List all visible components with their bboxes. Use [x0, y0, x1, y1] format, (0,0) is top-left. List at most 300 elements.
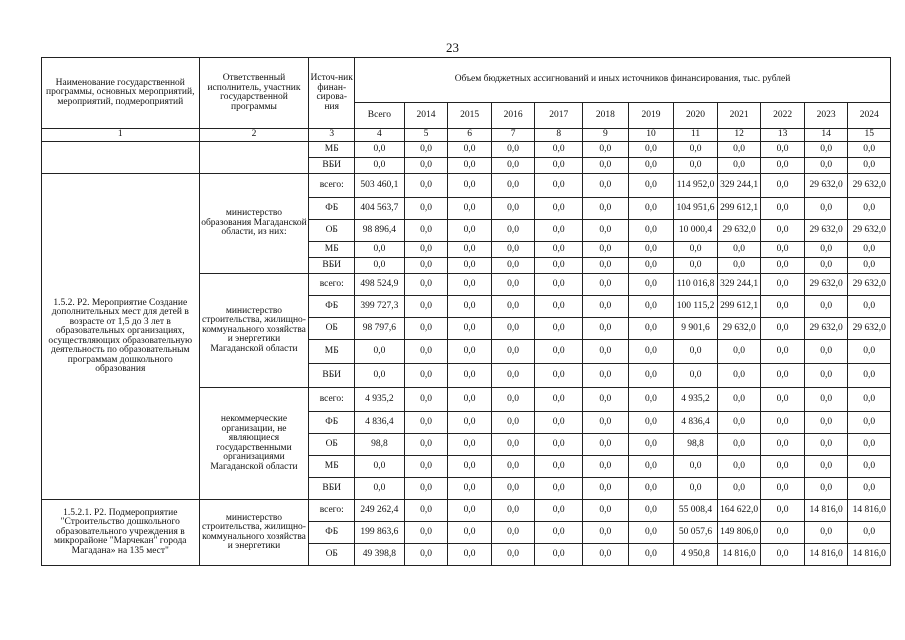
value-cell: 0,0 [448, 522, 492, 544]
value-cell: 0,0 [491, 478, 535, 500]
value-cell: 0,0 [848, 456, 891, 478]
program-name-cell: 1.5.2.1. Р2. Подмероприятие "Строительство дошкольного образовательного учреждения в микрорайоне "Марчекан" города Магадана» на 135 мест" [42, 500, 200, 566]
value-cell: 0,0 [848, 388, 891, 412]
value-cell: 0,0 [761, 174, 805, 198]
source-cell: всего: [309, 388, 355, 412]
total-cell: 0,0 [355, 258, 405, 274]
value-cell: 0,0 [804, 142, 848, 158]
executor-cell: министерство строительства, жилищно-коммунального хозяйства и энергетики [199, 500, 309, 566]
value-cell: 0,0 [448, 158, 492, 174]
value-cell: 0,0 [404, 296, 448, 318]
value-cell: 0,0 [404, 258, 448, 274]
column-number: 5 [404, 129, 448, 142]
value-cell: 0,0 [535, 412, 583, 434]
value-cell: 0,0 [535, 258, 583, 274]
value-cell: 0,0 [583, 388, 629, 412]
value-cell: 98,8 [674, 434, 718, 456]
value-cell: 0,0 [628, 340, 674, 364]
column-number: 7 [491, 129, 535, 142]
value-cell: 0,0 [448, 434, 492, 456]
value-cell: 0,0 [848, 258, 891, 274]
header-year: 2018 [583, 103, 629, 129]
value-cell: 0,0 [804, 364, 848, 388]
value-cell: 329 244,1 [717, 274, 761, 296]
value-cell: 0,0 [535, 296, 583, 318]
header-year: 2014 [404, 103, 448, 129]
header-year: 2024 [848, 103, 891, 129]
value-cell: 104 951,6 [674, 198, 718, 220]
value-cell: 0,0 [674, 478, 718, 500]
source-cell: ВБИ [309, 364, 355, 388]
value-cell: 0,0 [491, 388, 535, 412]
source-cell: ОБ [309, 544, 355, 566]
value-cell: 29 632,0 [848, 274, 891, 296]
value-cell: 0,0 [404, 318, 448, 340]
value-cell: 0,0 [848, 364, 891, 388]
value-cell: 0,0 [761, 500, 805, 522]
total-cell: 0,0 [355, 478, 405, 500]
value-cell: 0,0 [717, 364, 761, 388]
value-cell: 0,0 [448, 220, 492, 242]
value-cell: 0,0 [804, 242, 848, 258]
value-cell: 0,0 [404, 242, 448, 258]
value-cell: 0,0 [404, 220, 448, 242]
value-cell: 0,0 [804, 412, 848, 434]
value-cell: 0,0 [491, 142, 535, 158]
value-cell: 0,0 [848, 158, 891, 174]
value-cell: 0,0 [404, 478, 448, 500]
value-cell: 0,0 [491, 174, 535, 198]
value-cell: 110 016,8 [674, 274, 718, 296]
value-cell: 0,0 [448, 388, 492, 412]
column-number: 6 [448, 129, 492, 142]
total-cell: 98 797,6 [355, 318, 405, 340]
value-cell: 0,0 [535, 522, 583, 544]
budget-table [41, 57, 891, 566]
header-year: 2021 [717, 103, 761, 129]
value-cell: 0,0 [761, 388, 805, 412]
value-cell: 29 632,0 [804, 220, 848, 242]
value-cell: 0,0 [448, 412, 492, 434]
source-cell: всего: [309, 274, 355, 296]
value-cell: 0,0 [583, 340, 629, 364]
value-cell: 0,0 [535, 318, 583, 340]
source-cell: ОБ [309, 318, 355, 340]
value-cell: 0,0 [628, 158, 674, 174]
value-cell: 0,0 [804, 198, 848, 220]
value-cell: 29 632,0 [848, 220, 891, 242]
value-cell: 0,0 [448, 142, 492, 158]
value-cell: 0,0 [848, 142, 891, 158]
value-cell: 0,0 [491, 220, 535, 242]
header-budget: Объем бюджетных ассигнований и иных источников финансирования, тыс. рублей [355, 58, 891, 103]
value-cell: 0,0 [804, 340, 848, 364]
value-cell: 0,0 [717, 142, 761, 158]
value-cell: 0,0 [583, 220, 629, 242]
value-cell: 0,0 [761, 522, 805, 544]
value-cell: 0,0 [583, 478, 629, 500]
value-cell: 14 816,0 [804, 500, 848, 522]
value-cell: 0,0 [717, 388, 761, 412]
source-cell: ВБИ [309, 158, 355, 174]
column-number: 14 [804, 129, 848, 142]
value-cell: 0,0 [535, 456, 583, 478]
value-cell: 0,0 [535, 478, 583, 500]
value-cell: 0,0 [761, 364, 805, 388]
value-cell: 0,0 [628, 412, 674, 434]
total-cell: 98,8 [355, 434, 405, 456]
source-cell: ФБ [309, 522, 355, 544]
source-cell: ОБ [309, 434, 355, 456]
value-cell: 0,0 [404, 456, 448, 478]
value-cell: 0,0 [761, 274, 805, 296]
value-cell: 0,0 [717, 434, 761, 456]
value-cell: 0,0 [404, 434, 448, 456]
value-cell: 0,0 [491, 522, 535, 544]
total-cell: 0,0 [355, 456, 405, 478]
column-number: 12 [717, 129, 761, 142]
column-number: 3 [309, 129, 355, 142]
header-year: 2023 [804, 103, 848, 129]
value-cell: 0,0 [535, 174, 583, 198]
executor-cell: министерство образования Магаданской области, из них: [199, 174, 309, 274]
value-cell: 0,0 [448, 174, 492, 198]
value-cell: 0,0 [535, 158, 583, 174]
value-cell: 0,0 [761, 158, 805, 174]
source-cell: всего: [309, 500, 355, 522]
value-cell: 0,0 [628, 258, 674, 274]
value-cell: 164 622,0 [717, 500, 761, 522]
table-row [42, 174, 891, 198]
value-cell: 0,0 [674, 258, 718, 274]
value-cell: 0,0 [583, 412, 629, 434]
value-cell: 0,0 [535, 220, 583, 242]
value-cell: 299 612,1 [717, 296, 761, 318]
source-cell: ВБИ [309, 258, 355, 274]
value-cell: 10 000,4 [674, 220, 718, 242]
source-cell: всего: [309, 174, 355, 198]
value-cell: 14 816,0 [717, 544, 761, 566]
value-cell: 0,0 [717, 456, 761, 478]
value-cell: 0,0 [535, 544, 583, 566]
header-year: 2015 [448, 103, 492, 129]
value-cell: 0,0 [628, 220, 674, 242]
value-cell: 0,0 [848, 198, 891, 220]
value-cell: 0,0 [583, 258, 629, 274]
total-cell: 498 524,9 [355, 274, 405, 296]
value-cell: 0,0 [717, 242, 761, 258]
value-cell: 149 806,0 [717, 522, 761, 544]
column-number: 4 [355, 129, 405, 142]
value-cell: 0,0 [583, 456, 629, 478]
value-cell: 0,0 [674, 142, 718, 158]
value-cell: 0,0 [404, 142, 448, 158]
value-cell: 0,0 [535, 198, 583, 220]
value-cell: 0,0 [491, 296, 535, 318]
value-cell: 0,0 [448, 296, 492, 318]
value-cell: 0,0 [804, 434, 848, 456]
executor-cell: некоммерческие организации, не являющиеся государственными организациями Магаданской области [199, 388, 309, 500]
value-cell: 0,0 [761, 198, 805, 220]
value-cell: 0,0 [583, 500, 629, 522]
value-cell: 0,0 [404, 364, 448, 388]
value-cell: 0,0 [404, 500, 448, 522]
executor-cell: министерство строительства, жилищно-коммунального хозяйства и энергетики Магаданской области [199, 274, 309, 388]
value-cell: 0,0 [491, 434, 535, 456]
column-number: 11 [674, 129, 718, 142]
source-cell: МБ [309, 242, 355, 258]
value-cell: 0,0 [848, 412, 891, 434]
value-cell: 114 952,0 [674, 174, 718, 198]
value-cell: 0,0 [628, 478, 674, 500]
value-cell: 0,0 [535, 434, 583, 456]
value-cell: 0,0 [628, 198, 674, 220]
value-cell: 0,0 [628, 242, 674, 258]
value-cell: 0,0 [804, 258, 848, 274]
value-cell: 0,0 [491, 500, 535, 522]
column-number: 13 [761, 129, 805, 142]
value-cell: 0,0 [535, 242, 583, 258]
value-cell: 0,0 [491, 544, 535, 566]
program-name-cell [42, 142, 200, 174]
header-year: Всего [355, 103, 405, 129]
value-cell: 0,0 [491, 198, 535, 220]
value-cell: 0,0 [761, 142, 805, 158]
source-cell: МБ [309, 456, 355, 478]
executor-cell [199, 142, 309, 174]
value-cell: 0,0 [761, 434, 805, 456]
value-cell: 0,0 [761, 318, 805, 340]
value-cell: 0,0 [448, 544, 492, 566]
value-cell: 0,0 [717, 158, 761, 174]
value-cell: 0,0 [448, 364, 492, 388]
value-cell: 0,0 [761, 340, 805, 364]
header-year: 2020 [674, 103, 718, 129]
value-cell: 0,0 [404, 198, 448, 220]
source-cell: ОБ [309, 220, 355, 242]
header-source: Источ-ник финан-сирова-ния [309, 58, 355, 129]
total-cell: 0,0 [355, 242, 405, 258]
value-cell: 29 632,0 [804, 174, 848, 198]
value-cell: 0,0 [674, 456, 718, 478]
value-cell: 329 244,1 [717, 174, 761, 198]
value-cell: 0,0 [674, 242, 718, 258]
value-cell: 0,0 [628, 434, 674, 456]
value-cell: 0,0 [674, 158, 718, 174]
column-number: 8 [535, 129, 583, 142]
value-cell: 0,0 [491, 274, 535, 296]
source-cell: ФБ [309, 412, 355, 434]
value-cell: 29 632,0 [717, 318, 761, 340]
value-cell: 0,0 [448, 242, 492, 258]
total-cell: 4 935,2 [355, 388, 405, 412]
value-cell: 100 115,2 [674, 296, 718, 318]
value-cell: 0,0 [448, 456, 492, 478]
header-year: 2017 [535, 103, 583, 129]
value-cell: 29 632,0 [804, 318, 848, 340]
value-cell: 29 632,0 [717, 220, 761, 242]
value-cell: 0,0 [717, 478, 761, 500]
source-cell: МБ [309, 340, 355, 364]
page-number: 23 [446, 40, 459, 55]
value-cell: 0,0 [404, 174, 448, 198]
value-cell: 0,0 [848, 478, 891, 500]
value-cell: 0,0 [535, 274, 583, 296]
value-cell: 0,0 [848, 296, 891, 318]
value-cell: 0,0 [848, 434, 891, 456]
value-cell: 0,0 [583, 274, 629, 296]
value-cell: 0,0 [491, 258, 535, 274]
value-cell: 0,0 [717, 412, 761, 434]
value-cell: 0,0 [674, 340, 718, 364]
value-cell: 0,0 [583, 158, 629, 174]
value-cell: 0,0 [583, 242, 629, 258]
value-cell: 0,0 [804, 158, 848, 174]
value-cell: 0,0 [448, 340, 492, 364]
value-cell: 0,0 [448, 258, 492, 274]
value-cell: 55 008,4 [674, 500, 718, 522]
value-cell: 0,0 [535, 364, 583, 388]
value-cell: 0,0 [448, 318, 492, 340]
value-cell: 0,0 [491, 242, 535, 258]
value-cell: 0,0 [583, 142, 629, 158]
value-cell: 0,0 [583, 198, 629, 220]
value-cell: 14 816,0 [848, 500, 891, 522]
value-cell: 0,0 [404, 412, 448, 434]
program-name-cell: 1.5.2. Р2. Мероприятие Создание дополнительных мест для детей в возрасте от 1,5 до 3 лет в образовательных организациях, осуществляющих образовательную деятельность по образовательным программам дошкольного образования [42, 174, 200, 500]
total-cell: 98 896,4 [355, 220, 405, 242]
value-cell: 0,0 [848, 242, 891, 258]
value-cell: 0,0 [583, 174, 629, 198]
value-cell: 0,0 [761, 242, 805, 258]
table-row [42, 142, 891, 158]
value-cell: 0,0 [583, 434, 629, 456]
value-cell: 0,0 [491, 412, 535, 434]
source-cell: МБ [309, 142, 355, 158]
value-cell: 0,0 [448, 500, 492, 522]
value-cell: 0,0 [404, 522, 448, 544]
total-cell: 49 398,8 [355, 544, 405, 566]
value-cell: 299 612,1 [717, 198, 761, 220]
value-cell: 0,0 [761, 296, 805, 318]
value-cell: 0,0 [583, 522, 629, 544]
value-cell: 0,0 [717, 258, 761, 274]
value-cell: 0,0 [404, 340, 448, 364]
value-cell: 0,0 [491, 158, 535, 174]
column-number: 10 [628, 129, 674, 142]
value-cell: 0,0 [804, 522, 848, 544]
value-cell: 0,0 [628, 500, 674, 522]
value-cell: 0,0 [848, 340, 891, 364]
header-executor: Ответственный исполнитель, участник государственной программы [199, 58, 309, 129]
value-cell: 0,0 [761, 220, 805, 242]
value-cell: 0,0 [628, 456, 674, 478]
header-year: 2022 [761, 103, 805, 129]
value-cell: 4 836,4 [674, 412, 718, 434]
value-cell: 14 816,0 [848, 544, 891, 566]
header-year: 2016 [491, 103, 535, 129]
value-cell: 0,0 [404, 274, 448, 296]
table-row [42, 500, 891, 522]
value-cell: 0,0 [404, 544, 448, 566]
value-cell: 0,0 [717, 340, 761, 364]
value-cell: 9 901,6 [674, 318, 718, 340]
value-cell: 0,0 [404, 388, 448, 412]
header-year: 2019 [628, 103, 674, 129]
value-cell: 0,0 [535, 340, 583, 364]
value-cell: 4 935,2 [674, 388, 718, 412]
total-cell: 249 262,4 [355, 500, 405, 522]
value-cell: 0,0 [583, 318, 629, 340]
total-cell: 503 460,1 [355, 174, 405, 198]
value-cell: 0,0 [491, 456, 535, 478]
value-cell: 0,0 [761, 412, 805, 434]
value-cell: 0,0 [628, 142, 674, 158]
value-cell: 0,0 [448, 274, 492, 296]
value-cell: 0,0 [491, 318, 535, 340]
value-cell: 0,0 [535, 142, 583, 158]
value-cell: 0,0 [628, 388, 674, 412]
value-cell: 0,0 [804, 296, 848, 318]
value-cell: 0,0 [583, 364, 629, 388]
column-number: 15 [848, 129, 891, 142]
value-cell: 0,0 [535, 500, 583, 522]
column-number: 9 [583, 129, 629, 142]
value-cell: 0,0 [491, 340, 535, 364]
value-cell: 0,0 [628, 364, 674, 388]
total-cell: 0,0 [355, 340, 405, 364]
value-cell: 0,0 [804, 478, 848, 500]
value-cell: 4 950,8 [674, 544, 718, 566]
header-name: Наименование государственной программы, основных мероприятий, мероприятий, подмероприятий [42, 58, 200, 129]
total-cell: 404 563,7 [355, 198, 405, 220]
value-cell: 0,0 [628, 296, 674, 318]
total-cell: 4 836,4 [355, 412, 405, 434]
value-cell: 0,0 [761, 456, 805, 478]
value-cell: 50 057,6 [674, 522, 718, 544]
value-cell: 0,0 [535, 388, 583, 412]
value-cell: 0,0 [761, 478, 805, 500]
value-cell: 0,0 [448, 478, 492, 500]
value-cell: 14 816,0 [804, 544, 848, 566]
value-cell: 0,0 [804, 456, 848, 478]
value-cell: 0,0 [804, 388, 848, 412]
value-cell: 0,0 [848, 522, 891, 544]
value-cell: 0,0 [628, 318, 674, 340]
value-cell: 0,0 [761, 258, 805, 274]
value-cell: 29 632,0 [848, 174, 891, 198]
value-cell: 0,0 [448, 198, 492, 220]
value-cell: 29 632,0 [804, 274, 848, 296]
value-cell: 0,0 [628, 544, 674, 566]
column-number: 2 [199, 129, 309, 142]
source-cell: ФБ [309, 198, 355, 220]
total-cell: 399 727,3 [355, 296, 405, 318]
value-cell: 0,0 [491, 364, 535, 388]
value-cell: 0,0 [674, 364, 718, 388]
total-cell: 0,0 [355, 142, 405, 158]
column-number: 1 [42, 129, 200, 142]
total-cell: 199 863,6 [355, 522, 405, 544]
total-cell: 0,0 [355, 364, 405, 388]
value-cell: 29 632,0 [848, 318, 891, 340]
value-cell: 0,0 [583, 544, 629, 566]
value-cell: 0,0 [761, 544, 805, 566]
value-cell: 0,0 [628, 274, 674, 296]
value-cell: 0,0 [404, 158, 448, 174]
value-cell: 0,0 [628, 522, 674, 544]
source-cell: ВБИ [309, 478, 355, 500]
